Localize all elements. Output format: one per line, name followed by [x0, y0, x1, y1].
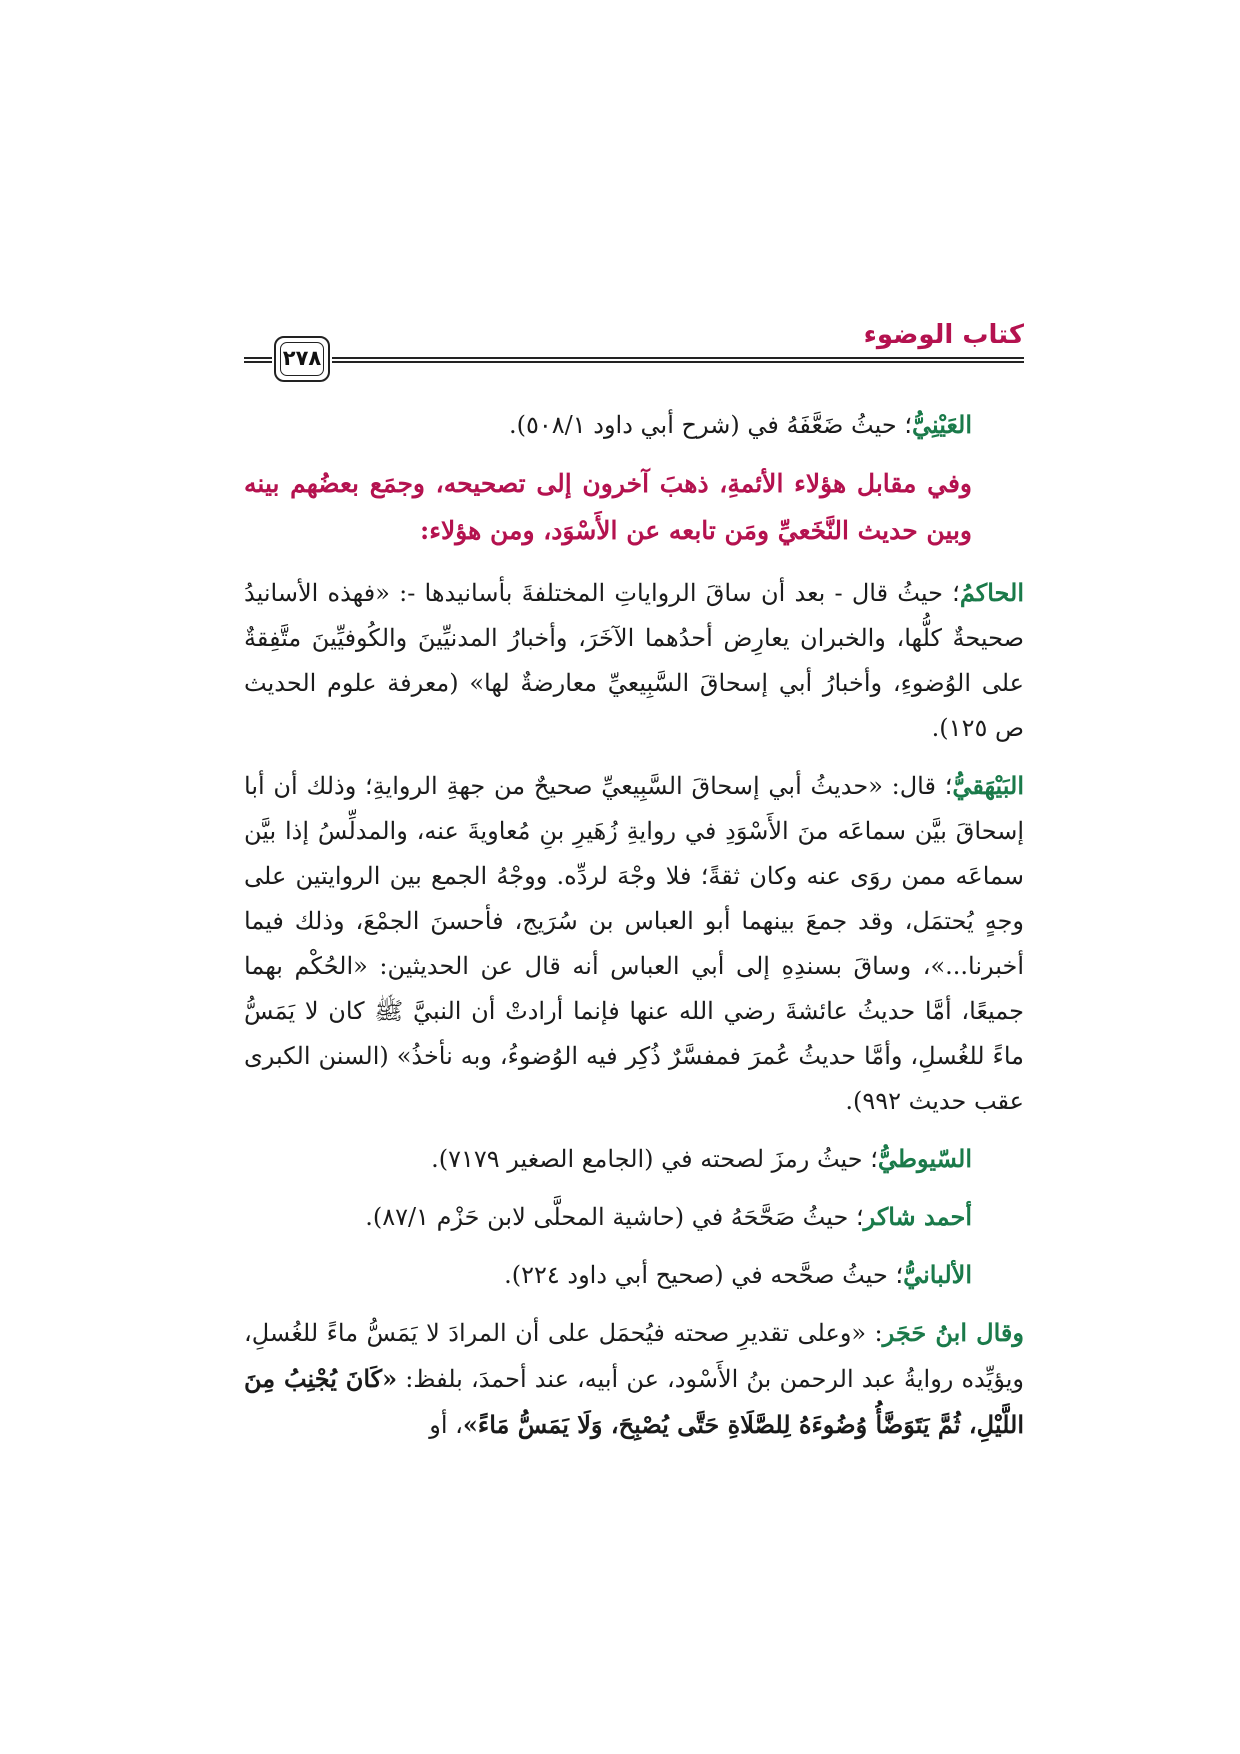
running-title: كتاب الوضوء	[863, 320, 1024, 350]
paragraph-suyuti	[244, 1136, 1024, 1182]
paragraph-ahmad-shakir	[244, 1194, 1024, 1240]
scholar-name: أحمد شاكر	[863, 1202, 972, 1231]
scholar-name: الحاكمُ	[959, 578, 1024, 607]
section-heading-highlight	[244, 460, 1024, 554]
scholar-name: وقال ابنُ حَجَر	[882, 1318, 1024, 1347]
page-header	[244, 312, 1024, 392]
scholar-name: البَيْهَقيُّ	[952, 771, 1024, 800]
paragraph-text: : «وعلى تقديرِ صحته فيُحمَل على أن المرادَ لا يَمَسُّ ماءً للغُسلِ، ويؤيِّده روايةُ عبد الرحمن بنُ الأَسْود، عن أبيه، عند أحمدَ، بلفظ:	[244, 1319, 1025, 1393]
header-rule-left	[244, 357, 272, 363]
scholar-name: السّيوطيُّ	[877, 1144, 972, 1173]
paragraph-ibn-hajar	[244, 1310, 1024, 1448]
paragraph-text: ؛ حيثُ صحَّحه في (صحيح أبي داود ٢٢٤).	[504, 1261, 904, 1289]
paragraph-text: ؛ حيثُ صَحَّحَهُ في (حاشية المحلَّى لابن حَزْم ٨٧/١).	[365, 1203, 864, 1231]
paragraph-text-end: ، أو	[429, 1411, 463, 1439]
paragraph-hakim	[244, 570, 1024, 751]
paragraph-bayhaqi	[244, 763, 1024, 1124]
header-rule-right	[332, 357, 1024, 363]
paragraph-text: ؛ قال: «حديثُ أبي إسحاقَ السَّبِيعيِّ صحيحٌ من جهةِ الروايةِ؛ وذلك أن أبا إسحاقَ بيَّن سماعَه منَ الأَسْوَدِ في روايةِ زُهَيرِ بنِ مُعاويةَ عنه، والمدلِّسُ إذا بيَّن سماعَه ممن روَى عنه وكان ثقةً؛ فلا وجْهَ لردِّه. ووجْهُ الجمع بين الروايتين على وجهٍ يُحتمَل، وقد جمعَ بينهما أبو العباس بن سُرَيج، فأحسنَ الجمْعَ، وذلك فيما أخبرنا...»، وساقَ بسندِهِ إلى أبي العباس أنه قال عن الحديثين: «الحُكْم بهما جميعًا، أمَّا حديثُ عائشةَ رضي الله عنها فإنما أرادتْ أن النبيَّ ﷺ كان لا يَمَسُّ ماءً للغُسلِ، وأمَّا حديثُ عُمرَ فمفسَّرٌ ذُكِر فيه الوُضوءُ، وبه نأخذُ» (السنن الكبرى عقب حديث ٩٩٢).	[244, 772, 1024, 1115]
page-number: ٢٧٨	[282, 346, 322, 370]
page-number-badge	[274, 336, 330, 382]
paragraph-text: ؛ حيثُ رمزَ لصحته في (الجامع الصغير ٧١٧٩).	[431, 1145, 878, 1173]
highlight-text: وفي مقابل هؤلاء الأئمةِ، ذهبَ آخرون إلى تصحيحه، وجمَع بعضُهم بينه وبين حديث النَّخَعيِّ ومَن تابعه عن الأَسْوَد، ومن هؤلاء:	[244, 469, 972, 545]
paragraph-albani	[244, 1252, 1024, 1298]
paragraph-aini	[244, 402, 1024, 448]
paragraph-text: ؛ حيثُ قال - بعد أن ساقَ الرواياتِ المختلفةَ بأسانيدها -: «فهذه الأسانيدُ صحيحةٌ كلُّها، والخبران يعارِض أحدُهما الآخَرَ، وأخبارُ المدنيِّينَ والكُوفيِّينَ متَّفِقةٌ على الوُضوءِ، وأخبارُ أبي إسحاقَ السَّبِيعيِّ معارضةٌ لها» (معرفة علوم الحديث ص ١٢٥).	[244, 579, 1024, 742]
scholar-name: الألبانيُّ	[903, 1260, 972, 1289]
hadith-quote: «كَانَ يُجْنِبُ مِنَ اللَّيْلِ، ثُمَّ يَتَوَضَّأُ وُضُوءَهُ لِلصَّلَاةِ حَتَّى يُصْبِحَ، وَلَا يَمَسُّ مَاءً»	[244, 1364, 1024, 1439]
page-body	[244, 402, 1024, 1460]
scholar-name: العَيْنِيُّ	[911, 410, 972, 439]
paragraph-text: ؛ حيثُ ضَعَّفَهُ في (شرح أبي داود ٥٠٨/١).	[508, 411, 912, 439]
